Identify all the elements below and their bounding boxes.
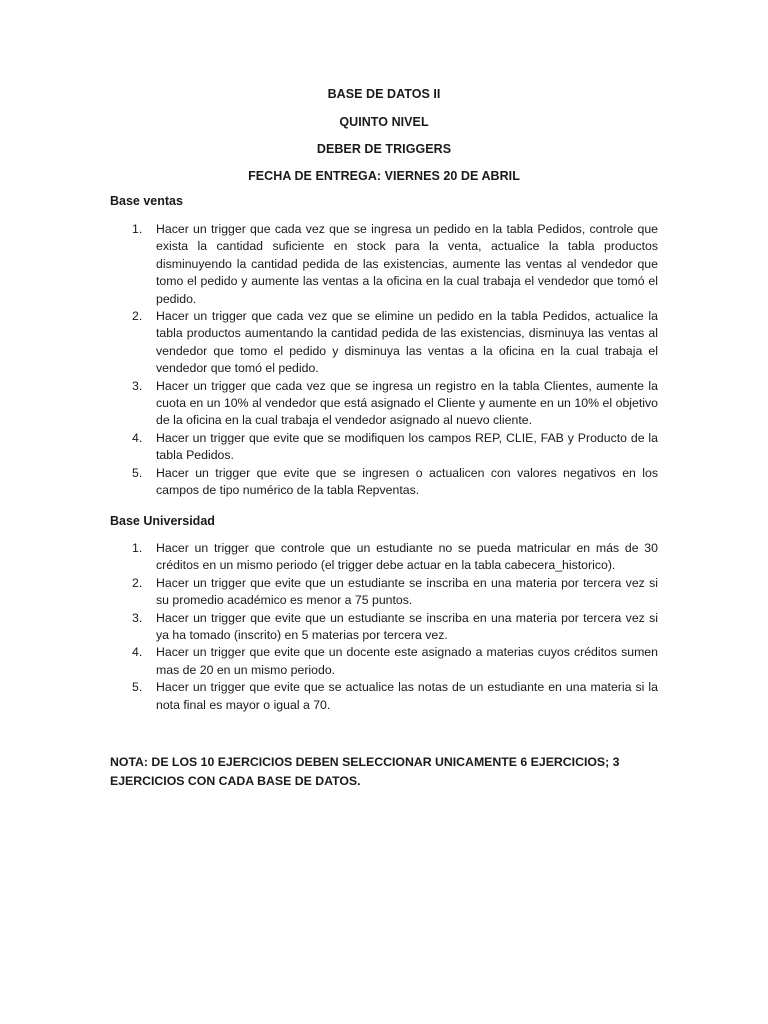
list-item [110, 378, 658, 430]
item-text: Hacer un trigger que evite que un docente este asignado a materias cuyos créditos sumen mas de 20 en un mismo periodo. [156, 645, 658, 677]
list-item [110, 308, 658, 378]
ventas-exercise-list [110, 221, 658, 500]
list-item [110, 430, 658, 465]
item-text: Hacer un trigger que cada vez que se elimine un pedido en la tabla Pedidos, actualice la tabla productos aumentando la cantidad pedida de las existencias, disminuya las ventas al vendedor que tomo el pedido y disminuya las ventas a la oficina en la cual trabaja el vendedor que tomó el pedido. [156, 309, 658, 376]
level-title: QUINTO NIVEL [339, 115, 429, 129]
item-number: 4. [132, 430, 143, 445]
item-text: Hacer un trigger que evite que se ingresen o actualicen con valores negativos en los campos de tipo numérico de la tabla Repventas. [156, 465, 658, 498]
due-date: FECHA DE ENTREGA: VIERNES 20 DE ABRIL [248, 169, 520, 183]
item-text: Hacer un trigger que evite que se actualice las notas de un estudiante en una materia si la nota final es mayor o igual a 70. [156, 680, 658, 712]
item-number: 3. [132, 378, 143, 393]
item-text: Hacer un trigger que evite que se modifiquen los campos REP, CLIE, FAB y Producto de la tabla Pedidos. [156, 430, 658, 463]
list-item [110, 679, 658, 714]
list-item [110, 610, 658, 645]
item-number: 3. [132, 610, 143, 625]
section-title-ventas: Base ventas [110, 194, 183, 208]
item-number: 5. [132, 680, 143, 695]
section-title-universidad: Base Universidad [110, 514, 215, 528]
list-item [110, 465, 658, 500]
item-number: 2. [132, 575, 143, 590]
item-text: Hacer un trigger que evite que un estudiante se inscriba en una materia por tercera vez si ya ha tomado (inscrito) en 5 materias por tercera vez. [156, 610, 658, 643]
universidad-exercise-list [110, 540, 658, 714]
item-text: Hacer un trigger que evite que un estudiante se inscriba en una materia por tercera vez si su promedio académico es menor a 75 puntos. [156, 575, 658, 608]
item-number: 4. [132, 645, 143, 660]
item-text: Hacer un trigger que cada vez que se ingresa un registro en la tabla Clientes, aumente la cuota en un 10% al vendedor que está asignado el Cliente y aumente en un 10% el objetivo de la oficina en la cual trabaja el vendedor asignado al nuevo cliente. [156, 378, 658, 428]
item-number: 2. [132, 309, 143, 324]
note-text: NOTA: DE LOS 10 EJERCICIOS DEBEN SELECCIONAR UNICAMENTE 6 EJERCICIOS; 3 EJERCICIOS CON CADA BASE DE DATOS. [110, 755, 620, 788]
list-item [110, 221, 658, 308]
assignment-title: DEBER DE TRIGGERS [316, 142, 452, 156]
item-number: 1. [132, 541, 143, 555]
list-item [110, 644, 658, 679]
list-item [110, 575, 658, 610]
item-number: 1. [132, 222, 143, 236]
course-title: BASE DE DATOS II [327, 87, 441, 101]
list-item [110, 540, 658, 575]
item-number: 5. [132, 465, 143, 480]
item-text: Hacer un trigger que controle que un estudiante no se pueda matricular en más de 30 créditos en un mismo periodo (el trigger debe actuar en la tabla cabecera_historico). [156, 541, 658, 573]
item-text: Hacer un trigger que cada vez que se ingresa un pedido en la tabla Pedidos, controle que exista la cantidad suficiente en stock para la venta, actualice la tabla productos disminuyendo la cantidad pedida de las existencias, aumente las ventas al vendedor que tomo el pedido y aumente las ventas a la oficina en la cual trabaja el vendedor que tomó el pedido. [156, 222, 658, 306]
